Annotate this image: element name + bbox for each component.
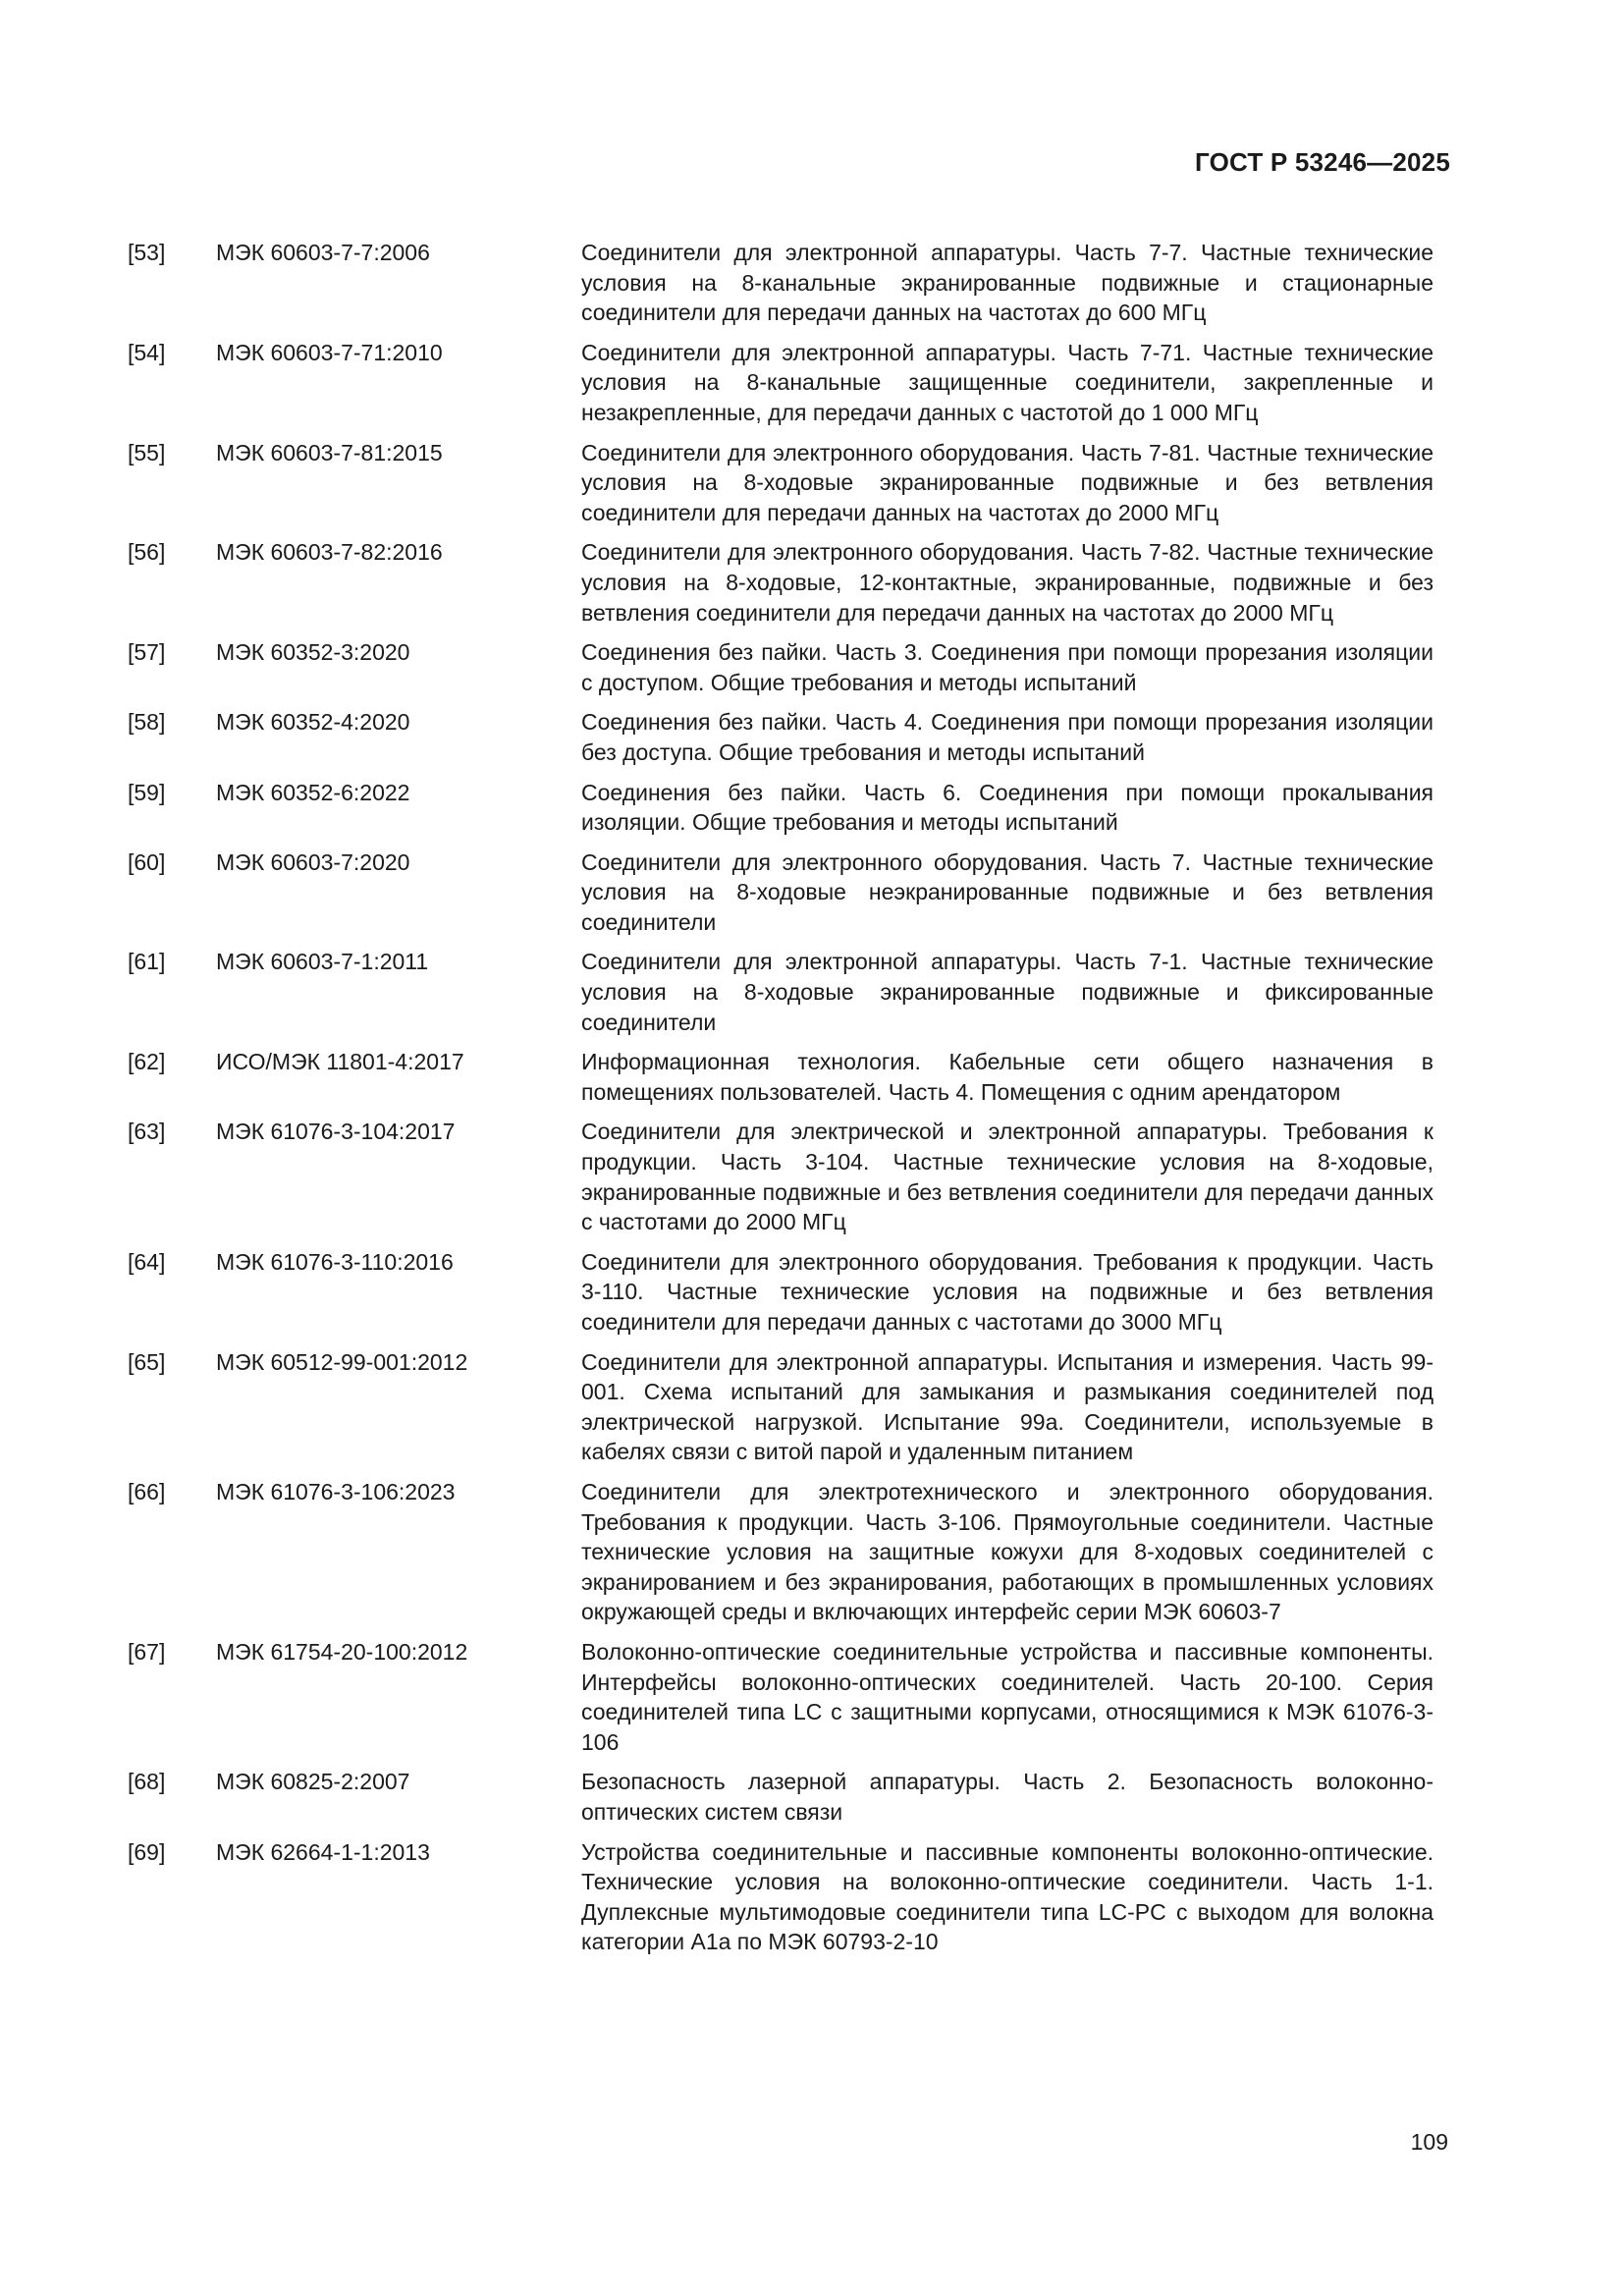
reference-number: [59] bbox=[128, 779, 166, 805]
reference-title: Информационная технология. Кабельные сети общего назначения в помещениях пользователей. Часть 4. Помещения с одним арендатором bbox=[581, 1049, 1434, 1105]
reference-entry bbox=[128, 707, 1434, 767]
reference-title: Соединители для электронного оборудования. Требования к продукции. Часть 3-110. Частные технические условия на подвижные и без ветвления соединители для передачи данных с частотами до 3000 МГц bbox=[581, 1248, 1434, 1335]
reference-code: МЭК 61076-3-104:2017 bbox=[216, 1119, 456, 1145]
reference-code: МЭК 60352-6:2022 bbox=[216, 779, 410, 805]
reference-number: [55] bbox=[128, 439, 166, 465]
reference-title: Соединения без пайки. Часть 4. Соединения при помощи прорезания изоляции без доступа. Общие требования и методы испытаний bbox=[581, 709, 1434, 765]
reference-entry bbox=[128, 537, 1434, 628]
reference-number: [60] bbox=[128, 848, 166, 875]
reference-number: [63] bbox=[128, 1119, 166, 1145]
reference-entry bbox=[128, 238, 1434, 328]
reference-entry bbox=[128, 1347, 1434, 1467]
reference-entry bbox=[128, 338, 1434, 428]
reference-number: [61] bbox=[128, 949, 166, 975]
reference-title: Соединители для электронной аппаратуры. Часть 7-7. Частные технические условия на 8-канальные экранированные подвижные и стационарные соединители для передачи данных на частотах до 600 МГц bbox=[581, 240, 1434, 326]
reference-code: ИСО/МЭК 11801-4:2017 bbox=[216, 1049, 464, 1075]
reference-entry bbox=[128, 438, 1434, 528]
reference-title: Соединители для электронного оборудования. Часть 7-81. Частные технические условия на 8-ходовые экранированные подвижные и без ветвления соединители для передачи данных на частотах до 2000 МГц bbox=[581, 439, 1434, 525]
reference-title: Соединители для электротехнического и электронного оборудования. Требования к продукции. Часть 3-106. Прямоугольные соединители. Частные технические условия на защитные кожухи для 8-ходовых соединителей с экранированием и без экранирования, работающих в промышленных условиях окружающей среды и включающих интерфейс серии МЭК 60603-7 bbox=[581, 1478, 1434, 1625]
reference-title: Соединители для электронного оборудования. Часть 7. Частные технические условия на 8-ходовые неэкранированные подвижные и без ветвления соединители bbox=[581, 848, 1434, 935]
reference-entry bbox=[128, 1767, 1434, 1827]
reference-code: МЭК 62664-1-1:2013 bbox=[216, 1838, 430, 1865]
reference-code: МЭК 60603-7:2020 bbox=[216, 848, 410, 875]
reference-number: [68] bbox=[128, 1769, 166, 1795]
reference-entry bbox=[128, 1477, 1434, 1627]
reference-title: Соединения без пайки. Часть 6. Соединения при помощи прокалывания изоляции. Общие требования и методы испытаний bbox=[581, 779, 1434, 836]
reference-number: [54] bbox=[128, 339, 166, 365]
reference-code: МЭК 60825-2:2007 bbox=[216, 1769, 410, 1795]
reference-number: [58] bbox=[128, 709, 166, 736]
reference-title: Соединители для электронного оборудования. Часть 7-82. Частные технические условия на 8-ходовые, 12-контактные, экранированные, подвижные и без ветвления соединители для передачи данных на частотах до 2000 МГц bbox=[581, 539, 1434, 626]
reference-title: Соединители для электронной аппаратуры. Часть 7-1. Частные технические условия на 8-ходовые экранированные подвижные и фиксированные соединители bbox=[581, 949, 1434, 1035]
reference-code: МЭК 60352-4:2020 bbox=[216, 709, 410, 736]
reference-number: [53] bbox=[128, 240, 166, 265]
reference-entry bbox=[128, 778, 1434, 838]
reference-title: Соединители для электрической и электронной аппаратуры. Требования к продукции. Часть 3-104. Частные технические условия на 8-ходовые, экранированные подвижные и без ветвления соединители для передачи данных с частотами до 2000 МГц bbox=[581, 1119, 1434, 1235]
reference-code: МЭК 60603-7-82:2016 bbox=[216, 539, 443, 566]
reference-entry bbox=[128, 947, 1434, 1037]
reference-code: МЭК 61076-3-106:2023 bbox=[216, 1478, 456, 1504]
reference-code: МЭК 60603-7-71:2010 bbox=[216, 339, 443, 365]
reference-title: Соединители для электронной аппаратуры. Испытания и измерения. Часть 99-001. Схема испытаний для замыкания и размыкания соединителей под электрической нагрузкой. Испытание 99а. Соединители, используемые в кабелях связи с витой парой и удаленным питанием bbox=[581, 1348, 1434, 1465]
page-number: 109 bbox=[1410, 2129, 1448, 2155]
reference-title: Соединения без пайки. Часть 3. Соединения при помощи прорезания изоляции с доступом. Общие требования и методы испытаний bbox=[581, 639, 1434, 695]
document-standard-id: ГОСТ Р 53246—2025 bbox=[1195, 147, 1450, 177]
reference-entry bbox=[128, 1637, 1434, 1757]
reference-title: Безопасность лазерной аппаратуры. Часть 2. Безопасность волоконно-оптических систем связи bbox=[581, 1769, 1434, 1825]
reference-entry bbox=[128, 637, 1434, 697]
reference-entry bbox=[128, 1117, 1434, 1236]
reference-title: Устройства соединительные и пассивные компоненты волоконно-оптические. Технические условия на волоконно-оптические соединители. Часть 1-1. Дуплексные мультимодовые соединители типа LC-PC с выходом для волокна категории А1а по МЭК 60793-2-10 bbox=[581, 1838, 1434, 1955]
reference-number: [65] bbox=[128, 1348, 166, 1375]
reference-number: [62] bbox=[128, 1049, 166, 1075]
reference-code: МЭК 60512-99-001:2012 bbox=[216, 1348, 468, 1375]
reference-code: МЭК 60603-7-81:2015 bbox=[216, 439, 443, 465]
reference-number: [56] bbox=[128, 539, 166, 566]
reference-entry bbox=[128, 847, 1434, 938]
reference-number: [64] bbox=[128, 1248, 166, 1275]
references-list bbox=[128, 238, 1434, 1967]
reference-code: МЭК 61076-3-110:2016 bbox=[216, 1248, 454, 1275]
reference-number: [57] bbox=[128, 639, 166, 666]
reference-entry bbox=[128, 1247, 1434, 1338]
reference-code: МЭК 60352-3:2020 bbox=[216, 639, 410, 666]
reference-number: [67] bbox=[128, 1638, 166, 1665]
reference-code: МЭК 60603-7-7:2006 bbox=[216, 240, 430, 265]
reference-number: [66] bbox=[128, 1478, 166, 1504]
reference-entry bbox=[128, 1047, 1434, 1107]
reference-entry bbox=[128, 1837, 1434, 1957]
reference-title: Волоконно-оптические соединительные устройства и пассивные компоненты. Интерфейсы волоконно-оптических соединителей. Часть 20-100. Серия соединителей типа LC с защитными корпусами, относящимися к МЭК 61076-3-106 bbox=[581, 1638, 1434, 1755]
reference-title: Соединители для электронной аппаратуры. Часть 7-71. Частные технические условия на 8-канальные защищенные соединители, закрепленные и незакрепленные, для передачи данных с частотой до 1 000 МГц bbox=[581, 339, 1434, 425]
reference-code: МЭК 60603-7-1:2011 bbox=[216, 949, 429, 975]
reference-number: [69] bbox=[128, 1838, 166, 1865]
reference-code: МЭК 61754-20-100:2012 bbox=[216, 1638, 468, 1665]
